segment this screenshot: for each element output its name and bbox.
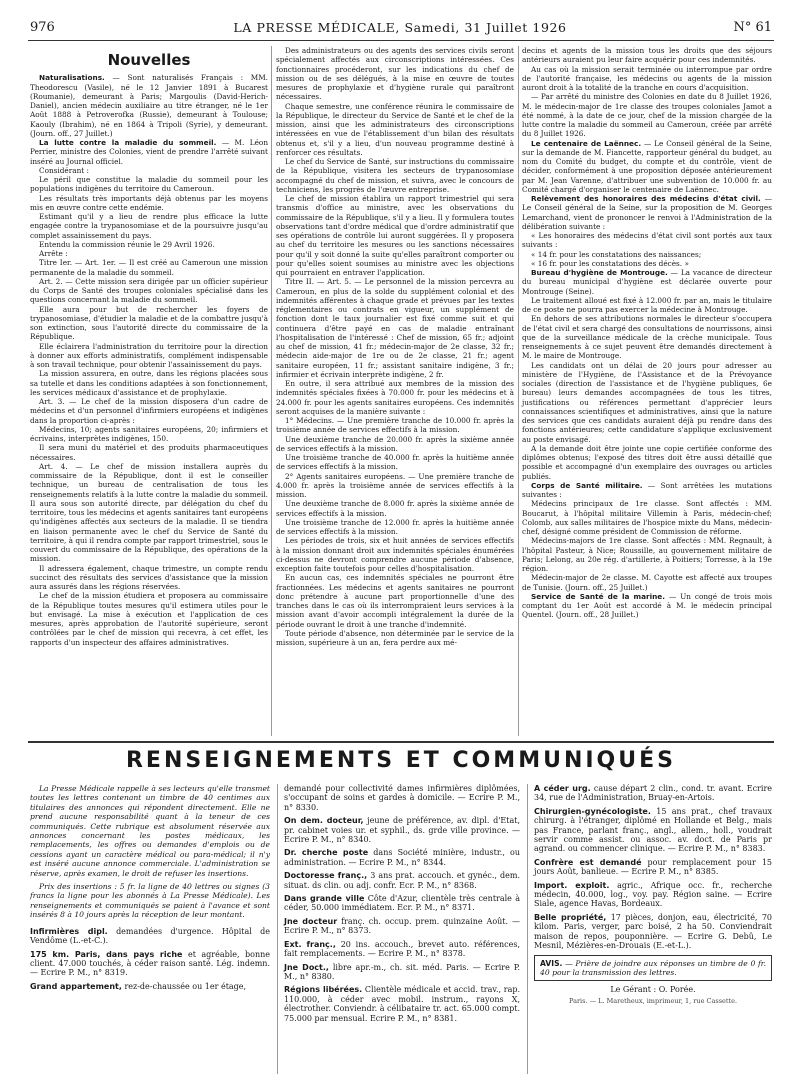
item-heading: Corps de Santé militaire. (531, 480, 643, 490)
paragraph: Les résultats très importants déjà obtenus par les moyens mis en œuvre contre cette endémie. (30, 193, 268, 212)
ad-heading: Ext. franç., (284, 939, 336, 949)
ad-text: 20 ins. accouch., brevet auto. références, fait remplacements. — Ecrire P. M., n° 8378. (284, 939, 520, 959)
paragraph: decins et agents de la mission tous les droits que des séjours antérieurs auraient pu leur faire acquérir pour ces indemnités. (522, 46, 772, 65)
paragraph: Il adressera également, chaque trimestre, un compte rendu succinct des résultats des services d'assistance que la mission aura assurés dans les régions réservées. (30, 563, 268, 591)
paragraph: Au cas où la mission serait terminée ou interrompue par ordre de l'autorité française, les médecins ou agents de la mission auront droit à la totalité de la tranche en cours d'acquisition. (522, 64, 772, 92)
paragraph: Le chef de mission établira un rapport trimestriel qui sera transmis d'office au ministre, avec les observations du commissaire de la République, s'il y a lieu. Il y formulera toutes observations tant d'ordre médical que d'ordre administratif que ses opérations de contrôle lui auront suggérées. Il y proposera au chef du territoire les mesures ou les sanctions nécessaires pour qu'il y soit donné la suite qu'elles paraîtront comporter ou pour qu'elles soient soumises au ministre avec les objections qui pourraient en entraver l'application. (276, 194, 514, 277)
paragraph: En dehors de ses attributions normales le directeur s'occupera de l'état civil et sera chargé des consultations de nourrissons, ainsi que de la surveillance médicale de la crèche municipale. Tous renseignements à ce sujet peuvent être demandés directement à M. le maire de Montrouge. (522, 314, 772, 361)
item-text: — M. Léon Perrier, ministre des Colonies, vient de prendre l'arrêté suivant inséré au Journal officiel. (30, 138, 269, 166)
ad-text: demandées d'urgence. Hôpital de Vendôme (L.-et-C.). (30, 926, 271, 946)
paragraph: Estimant qu'il y a lieu de rendre plus efficace la lutte engagée contre la trypanosomiase et de la poursuivre jusqu'au complet assainissement du pays. (30, 212, 268, 240)
news-item (522, 139, 772, 195)
classified-ad (284, 963, 520, 982)
classified-ad (30, 927, 270, 946)
item-text: — La vacance de directeur du bureau municipal d'hygiène est déclarée ouverte pour Montrouge (Seine). (522, 268, 772, 296)
paragraph: 1° Médecins. — Une première tranche de 10.000 fr. après la troisième année de services effectifs à la mission. (276, 416, 514, 435)
ad-heading: A céder urg. (534, 784, 591, 793)
classified-ad (534, 913, 772, 951)
printer-line: Paris. — L. Maretheux, imprimeur, 1, rue Cassette. (568, 996, 738, 1005)
paragraph: Une deuxième tranche de 8.000 fr. après la sixième année de services effectifs à la mission. (276, 499, 514, 518)
item-text: — Sont arrêtées les mutations suivantes : (522, 480, 772, 499)
item-heading: Le centenaire de Laënnec. (531, 138, 642, 148)
journal-title: LA PRESSE MÉDICALE, Samedi, 31 Juillet 1926 (233, 20, 567, 35)
avis-text: — Prière de joindre aux réponses un timbre de 0 fr. 40 pour la transmission des lettres. (540, 958, 766, 977)
news-item (30, 73, 268, 138)
column-3 (522, 46, 772, 620)
paragraph: Le traitement alloué est fixé à 12.000 fr. par an, mais le titulaire de ce poste ne pourra pas exercer la médecine à Montrouge. (522, 295, 772, 314)
news-item (30, 138, 268, 166)
classified-ad (284, 848, 520, 867)
paragraph: — Par arrêté du ministre des Colonies en date du 8 Juillet 1926, M. le médecin-major de 1re classe des troupes coloniales Jamot a été nommé, à la date de ce jour, chef de la mission chargée de la lutte contre la maladie du sommeil au Cameroun, créée par arrêté du 8 Juillet 1926. (522, 92, 772, 139)
item-text: — Le Conseil général de la Seine, sur la demande de M. Fiancette, rapporteur général du budget, au nom du Comité du budget, du compte et du contrôle, vient de décider, conformément à une proposition déposée antérieurement par M. Jean Varenne, d'attribuer une subvention de 10.000 fr. au Comité chargé d'organiser le centenaire de Laënnec. (522, 138, 772, 194)
paragraph: Une deuxième tranche de 20.000 fr. après la sixième année de services effectifs à la mission. (276, 434, 514, 453)
paragraph: En outre, il sera attribué aux membres de la mission des indemnités spéciales fixées à 70.000 fr. pour les médecins et à 24.000 fr. pour les agents sanitaires européens. Ces indemnités seront acquises de la manière suivante : (276, 379, 514, 416)
ad-heading: Belle propriété, (534, 912, 607, 922)
ad-heading: Import. exploit. (534, 880, 610, 890)
item-text: — Sont naturalisés Français : MM. Theodorescu (Vasile), né le 12 Janvier 1891 à Bucarest (Roumanie), demeurant à Paris; Margoulis (David-Herich-Daniel), ancien médecin auxiliaire au titre étranger, né le 1er Août 1888 à Petroverofka (Russie), demeurant à Toulouse; Kaouly (Ibrahim), né en 1864 à Tripoli (Syrie), y demeurant. (Journ. off., 27 Juillet.) (30, 73, 268, 138)
item-text: — Un congé de trois mois comptant du 1er Août est accordé à M. le médecin principal Quentel. (Journ. off., 28 Juillet.) (522, 591, 772, 620)
paragraph: A la demande doit être jointe une copie certifiée conforme des diplômes obtenus; l'exposé des titres doit être aussi détaillé que possible et accompagné d'un exemplaire des ouvrages ou articles publiés. (522, 443, 772, 481)
ad-heading: Jne Doct., (284, 962, 329, 972)
ad-heading: 175 km. Paris, dans pays riche (30, 949, 183, 959)
paragraph: Médecins principaux de 1re classe. Sont affectés : MM. Boucarut, à l'hôpital militaire Villemin à Paris, médecin-chef; Colomb, aux salles militaires de l'hospice mixte du Mans, médecin-chef, désigné comme président de Commission de réforme. (522, 499, 772, 536)
paragraph: Art. 3. — Le chef de la mission disposera d'un cadre de médecins et d'un personnel d'infirmiers européens et indigènes dans la proportion ci-après : (30, 397, 268, 425)
paragraph: Elle aura pour but de rechercher les foyers de trypanosomiase, d'étudier la maladie et de la combattre jusqu'à son extinction, sous l'autorité directe du commissaire de la République. (30, 304, 268, 342)
pricing-notice: Prix des insertions : 5 fr. la ligne de 40 lettres ou signes (3 francs la ligne pour les abonnés à La Presse Médicale). Les renseignements et communiqués se paient à l'avance et sont insérés 8 à 10 jours après la réception de leur montant. (30, 882, 270, 920)
classified-ad (534, 784, 772, 803)
paragraph: Des administrateurs ou des agents des services civils seront spécialement affectés aux circonscriptions intéressées. Ces fonctionnaires procéderont, sur les indications du chef de mission ou de ses délégués, à la mise en œuvre de toutes mesures de prophylaxie et d'hygiène rurale qui paraîtront nécessaires. (276, 46, 514, 102)
ad-heading: Confrère est demandé (534, 857, 642, 867)
ad-text: jeune de préférence, av. dipl. d'Etat, pr. cabinet voies ur. et syphil., ds. grde ville province. — Ecrire P. M., n° 8340. (284, 816, 520, 845)
paragraph: Considérant : (39, 165, 89, 175)
column-divider (527, 784, 528, 1074)
paragraph: Titre Ier. — Art. 1er. — Il est créé au Cameroun une mission permanente de la maladie du sommeil. (30, 258, 268, 277)
item-heading: Service de Santé de la marine. (531, 591, 666, 601)
paragraph: Art. 4. — Le chef de mission installera auprès du commissaire de la République, dont il est le conseiller technique, un bureau de centralisation de tous les renseignements relatifs à la lutte contre la maladie du sommeil. Il aura sous son autorité directe, par délégation du chef du territoire, tous les médecins et agents sanitaires tant européens qu'indigènes affectés aux secteurs de la maladie. Il se tiendra en liaison permanente avec le chef du Service de Santé du territoire, à qui il rendra compte par rapport trimestriel, sous le couvert du commissaire de la République, des opérations de la mission. (30, 461, 268, 564)
ad-heading: Jne docteur (284, 916, 338, 926)
classified-ad (534, 807, 772, 854)
ad-heading: Chirurgien-gynécologiste. (534, 806, 651, 816)
ad-text: 3 ans prat. accouch. et gynéc., dem. situat. ds clin. ou adj. confr. Ecr. P. M., n° 8368. (284, 871, 521, 890)
column-divider (518, 46, 519, 736)
ad-heading: Régions libérées. (284, 985, 363, 995)
section-rule (28, 741, 774, 743)
issue-number: N° 61 (733, 20, 772, 35)
paragraph: Une troisième tranche de 12.000 fr. après la huitième année de services effectifs à la mission. (276, 517, 514, 536)
avis-box (534, 955, 772, 982)
classifieds-column-3 (534, 784, 772, 1006)
item-heading: Relèvement des honoraires des médecins d'état civil. (531, 194, 761, 203)
ad-heading: On dem. docteur, (284, 816, 364, 826)
paragraph: 2° Agents sanitaires européens. — Une première tranche de 4.000 fr. après la troisième année de services effectifs à la mission. (276, 471, 514, 499)
paragraph: Entendu la commission réunie le 29 Avril 1926. (39, 239, 215, 249)
paragraph: Le péril que constitue la maladie du sommeil pour les populations indigènes du territoire du Cameroun. (30, 175, 268, 194)
news-item (522, 194, 772, 231)
item-heading: Bureau d'hygiène de Montrouge. (531, 268, 668, 277)
paragraph: Les périodes de trois, six et huit années de services effectifs à la mission donnant droit aux indemnités spéciales énumérées ci-dessus ne devront comprendre aucune période d'absence, exception faite toutefois pour celles d'hospitalisation. (276, 536, 514, 573)
classified-ad (30, 950, 270, 978)
paragraph: « 14 fr. pour les constatations des naissances; (531, 249, 702, 259)
ad-text: libre apr.-m., ch. sit. méd. Paris. — Ecrire P. M., n° 8380. (284, 962, 521, 981)
ad-text: 15 ans prat., chef travaux chirurg. à l'étranger, diplômé en Hollande et Belg., mais pas France, parlant franç., angl., allem., holl., voudrait servir comme assist. ou assoc. av. doct. de Paris pr agrand. ou commencer clinique. — Ecrire P. M., n° 8383. (534, 806, 773, 854)
paragraph: Une troisième tranche de 40.000 fr. après la huitième année de services effectifs à la mission. (276, 453, 514, 472)
ad-heading: Dans grande ville (284, 894, 365, 904)
classified-ad (30, 982, 270, 991)
paragraph: Médecin-major de 2e classe. M. Cayotte est affecté aux troupes de Tunisie. (Journ. off., 25 Juillet.) (522, 573, 772, 592)
classified-ad (534, 858, 772, 877)
ad-text: demandé pour collectivité dames infirmières diplômées, s'occupant de soins et gardes à domicile. — Ecrire P. M., n° 8330. (284, 784, 520, 812)
ad-text: 17 pièces, donjon, eau, électricité, 70 kilom. Paris, verger, parc boisé, 2 ha 50. Conviendrait maison de repos, pouponnière. — Ecrire G. Debû, Le Mesnil, Mézières-en-Drouais (E.-et-L.). (534, 912, 772, 951)
classified-ad (284, 985, 520, 1023)
classified-ad (284, 871, 520, 890)
ad-heading: Dr. cherche poste (284, 848, 369, 858)
ad-heading: Grand appartement, (30, 981, 122, 991)
page-number: 976 (30, 20, 55, 35)
paragraph: Le chef du Service de Santé, sur instructions du commissaire de la République, visitera les secteurs de trypanosomiase accompagné du chef de mission, et suivra, avec le concours de techniciens, les progrès de l'œuvre entreprise. (276, 157, 514, 194)
column-divider (277, 784, 278, 1074)
paragraph: Elle éclairera l'administration du territoire pour la direction à donner aux efforts administratifs, complément indispensable à son travail technique, pour obtenir l'assainissement du pays. (30, 341, 268, 369)
item-text: — Le Conseil général de la Seine, sur la proposition de M. Georges Lemarchand, vient de prononcer le renvoi à l'Administration de la délibération suivante : (522, 194, 772, 231)
intro-notice: La Presse Médicale rappelle à ses lecteurs qu'elle transmet toutes les lettres contenant un timbre de 40 centimes aux titulaires des annonces qui répondent directement. Elle ne prend aucune responsabilité quant à la teneur de ces communiqués. Cette rubrique est absolument réservée aux annonces concernant les postes médicaux, les remplacements, les offres ou demandes d'emplois ou de cessions ayant un caractère médical ou para-médical; il n'y est inséré aucune annonce commerciale. L'administration se réserve, après examen, le droit de refuser les insertions. (30, 784, 270, 878)
gerant-line: Le Gérant : O. Porée. (610, 985, 696, 995)
paragraph: Toute période d'absence, non déterminée par le service de la mission, supérieure à un an, fera perdre aux mé- (276, 628, 514, 647)
paragraph: « Les honoraires des médecins d'état civil sont portés aux taux suivants : (522, 231, 772, 250)
ad-text: cause départ 2 clin., cond. tr. avant. Ecrire 34, rue de l'Administration, Bruay-en-Artois. (534, 784, 773, 803)
paragraph: En aucun cas, ces indemnités spéciales ne pourront être fractionnées. Les médecins et agents sanitaires ne pourront donc prétendre à aucune part proportionnelle d'une des tranches dans le cas où ils interrompraient leurs services à la mission avant d'avoir accompli intégralement la durée de la période ouvrant le droit à une tranche d'indemnité. (276, 573, 514, 629)
ad-text: Côte d'Azur, clientèle très centrale à céder, 50.000 immédiatem. Ecr. P. M., n° 8371. (284, 894, 520, 913)
page-header (30, 20, 772, 42)
paragraph: Arrête : (39, 249, 68, 258)
paragraph: Les candidats ont un délai de 20 jours pour adresser au ministère de l'Hygiène, de l'Assistance et de la Prévoyance sociales (direction de l'assistance et de l'hygiène publiques, 6e bureau) leurs demandes accompagnées de tous les titres, justifications ou références permettant d'apprécier leurs connaissances scientifiques et administratives, ainsi que la nature des services que ces candidats auraient déjà pu rendre dans des fonctions antérieures; cette candidature s'applique exclusivement au poste envisagé. (522, 360, 772, 444)
ad-text: pour remplacement pour 15 jours Août, banlieue. — Ecrire P. M., n° 8385. (534, 857, 773, 877)
classified-ad (284, 784, 520, 812)
avis-heading: AVIS. (540, 958, 563, 968)
section-title-nouvelles: Nouvelles (107, 51, 191, 69)
news-item (522, 481, 772, 500)
classified-ad (284, 894, 520, 913)
ad-heading: Doctoresse franç., (284, 871, 368, 881)
section-title-renseignements: RENSEIGNEMENTS ET COMMUNIQUÉS (125, 748, 676, 773)
news-item (522, 592, 772, 620)
paragraph: La mission assurera, en outre, dans les régions placées sous sa tutelle et dans les conditions adaptées à son fonctionnement, les services médicaux d'assistance et de prophylaxie. (30, 369, 268, 397)
column-2 (276, 46, 514, 647)
classified-ad (534, 881, 772, 909)
ad-heading: Infirmières dipl. (30, 926, 108, 936)
ad-text: franç. ch. occup. prem. quinzaine Août. — Ecrire P. M., n° 8373. (284, 916, 520, 936)
ad-text: et agréable, bonne client. 47.000 touchés, à céder raison santé. Lég. indemn. — Ecrire P. M., n° 8319. (30, 949, 271, 978)
ad-text: rez-de-chaussée ou 1er étage, (124, 981, 247, 991)
paragraph: Titre II. — Art. 5. — Le personnel de la mission percevra au Cameroun, en plus de la solde du supplément colonial et des indemnités afférentes à chaque grade et prévues par les textes réglementaires ou contrats en vigueur, un supplément de fonction dont le taux journalier est fixé comme suit et qui continuera d'être payé en cas de maladie entraînant l'hospitalisation de l'intéressé : Chef de mission, 65 fr.; adjoint au chef de mission, 41 fr.; médecin-major de 2e classe, 32 fr.; médecin aide-major de 1re ou de 2e classe, 21 fr.; agent sanitaire européen, 11 fr.; assistant sanitaire indigène, 3 fr.; infirmier et écrivain interprète indigène, 2 fr. (276, 277, 514, 379)
classified-ad (284, 940, 520, 959)
ad-text: Clientèle médicale et accid. trav., rap. 110.000, à céder avec mobil. instrum., rayons X, électrother. Conviendr. à célibataire tr. act. 65.000 compt. 75.000 par mensual. Ecrire P. M., n° 8381. (284, 985, 521, 1023)
ad-text: dans Société minière, industr., ou administration. — Ecrire P. M., n° 8344. (284, 848, 520, 867)
paragraph: Chaque semestre, une conférence réunira le commissaire de la République, le directeur du Service de Santé et le chef de la mission, ainsi que les administrateurs des circonscriptions intéressées en vue de l'établissement d'un bilan des résultats obtenus et, s'il y a lieu, d'un nouveau programme destiné à renforcer ces résultats. (276, 101, 514, 157)
paragraph: Il sera muni du matériel et des produits pharmaceutiques nécessaires. (30, 443, 268, 462)
paragraph: Médecins-majors de 1re classe. Sont affectés : MM. Regnault, à l'hôpital Pasteur, à Nice; Roussille, au gouvernement militaire de Paris; Lelong, au 20e rég. d'artillerie, à Poitiers; Torresse, à la 19e région. (522, 536, 772, 573)
ad-text: agric., Afrique occ. fr., recherche médecin, 40.000, log., voy. pay. Région saine. — Ecrire Siale, agence Havas, Bordeaux. (534, 880, 772, 909)
column-1 (30, 46, 268, 647)
column-divider (271, 46, 272, 736)
item-heading: La lutte contre la maladie du sommeil. (39, 138, 217, 147)
item-heading: Naturalisations. (39, 73, 105, 83)
classified-ad (284, 816, 520, 844)
classifieds-column-1 (30, 784, 270, 995)
paragraph: Art. 2. — Cette mission sera dirigée par un officier supérieur du Corps de Santé des troupes coloniales spécialisé dans les questions concernant la maladie du sommeil. (30, 276, 268, 305)
classified-ad (284, 917, 520, 936)
header-rule (28, 40, 774, 41)
paragraph: « 16 fr. pour les constatations des décès. » (531, 258, 689, 268)
classifieds-column-2 (284, 784, 520, 1027)
news-item (522, 268, 772, 296)
paragraph: Médecins, 10; agents sanitaires européens, 20; infirmiers et écrivains, interprètes indigènes, 150. (30, 424, 268, 443)
paragraph: Le chef de la mission étudiera et proposera au commissaire de la République toutes mesures qu'il estimera utiles pour le but envisagé. La mise à exécution et l'application de ces mesures, après approbation de l'autorité supérieure, seront contrôlées par le chef de mission qui recevra, à cet effet, les rapports d'un inspecteur des affaires administratives. (30, 591, 268, 647)
